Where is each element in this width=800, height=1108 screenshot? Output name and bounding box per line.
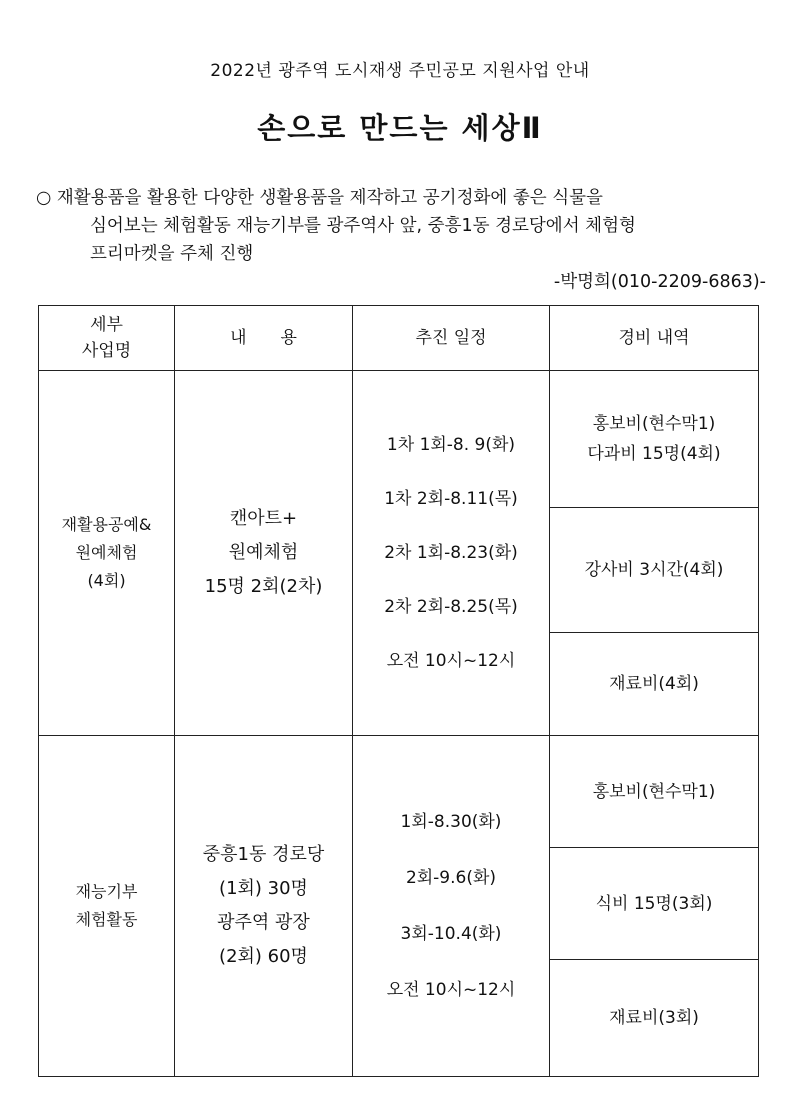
row2-cost-3 (550, 960, 759, 1077)
row2-content-line: 중흥1동 경로당 (202, 844, 325, 865)
row1-name (39, 371, 175, 736)
cost-item: 홍보비(현수막1) (592, 781, 716, 802)
schedule-item: 2회-9.6(화) (405, 868, 497, 888)
intro-text-1: 재활용품을 활용한 다양한 생활용품을 제작하고 공기정화에 좋은 식물을 (56, 188, 603, 208)
schedule-item: 오전 10시~12시 (386, 980, 516, 1000)
schedule-item: 1회-8.30(화) (400, 812, 502, 832)
row2-content-line: (1회) 30명 (219, 878, 308, 899)
project-table (38, 305, 759, 1077)
header-schedule: 추진 일정 (353, 306, 550, 371)
header-content: 내 용 (175, 306, 353, 371)
schedule-item: 1차 1회-8. 9(화) (386, 435, 516, 455)
row2-content-line: 광주역 광장 (217, 912, 310, 933)
row1-content-line: 원예체험 (228, 542, 299, 563)
row2-name-line: 체험활동 (75, 910, 138, 929)
intro-line-2: 심어보는 체험활동 재능기부를 광주역사 앞, 중흥1동 경로당에서 체험형 (90, 216, 636, 236)
row2-cost-2 (550, 848, 759, 960)
schedule-item: 2차 1회-8.23(화) (384, 543, 518, 563)
intro-paragraph (36, 184, 766, 296)
row1-schedule (353, 371, 550, 736)
row2-schedule (353, 736, 550, 1077)
row2-content (175, 736, 353, 1077)
cost-item: 재료비(4회) (609, 674, 699, 694)
table-header-row (39, 306, 759, 371)
schedule-item: 오전 10시~12시 (386, 651, 516, 671)
cost-item: 재료비(3회) (609, 1008, 699, 1028)
row2-cost-1 (550, 736, 759, 848)
intro-line-3: 프리마켓을 주체 진행 (90, 244, 254, 264)
row1-name-line: 원예체험 (75, 543, 138, 562)
row1-content-line: 15명 2회(2차) (204, 576, 323, 597)
row1-cost-1 (550, 371, 759, 508)
schedule-item: 1차 2회-8.11(목) (384, 489, 518, 509)
row1-name-line: 재활용공예& (61, 515, 152, 534)
row1-name-line: (4회) (87, 571, 126, 590)
table-row (39, 736, 759, 848)
header-name-line1: 세부 (90, 315, 123, 335)
bullet-circle-icon: ○ (36, 188, 52, 208)
schedule-item: 3회-10.4(화) (400, 924, 502, 944)
header-cost: 경비 내역 (550, 306, 759, 371)
schedule-item: 2차 2회-8.25(목) (384, 597, 518, 617)
document-title: 손으로 만드는 세상Ⅱ (257, 111, 543, 145)
row2-content-line: (2회) 60명 (219, 946, 308, 967)
contact-info: -박명희(010-2209-6863)- (553, 272, 766, 292)
cost-item: 다과비 15명(4회) (587, 444, 721, 464)
row1-content (175, 371, 353, 736)
header-name (39, 306, 175, 371)
row2-name (39, 736, 175, 1077)
header-name-line2: 사업명 (81, 341, 132, 361)
table-row (39, 371, 759, 508)
cost-item: 식비 15명(3회) (595, 893, 713, 914)
cost-item: 강사비 3시간(4회) (584, 560, 724, 580)
row2-name-line: 재능기부 (75, 882, 138, 901)
cost-item: 홍보비(현수막1) (592, 414, 716, 434)
row1-cost-3 (550, 633, 759, 736)
row1-content-line: 캔아트+ (229, 508, 298, 529)
intro-line-1 (36, 184, 766, 212)
document-subtitle: 2022년 광주역 도시재생 주민공모 지원사업 안내 (210, 61, 590, 81)
row1-cost-2 (550, 508, 759, 633)
